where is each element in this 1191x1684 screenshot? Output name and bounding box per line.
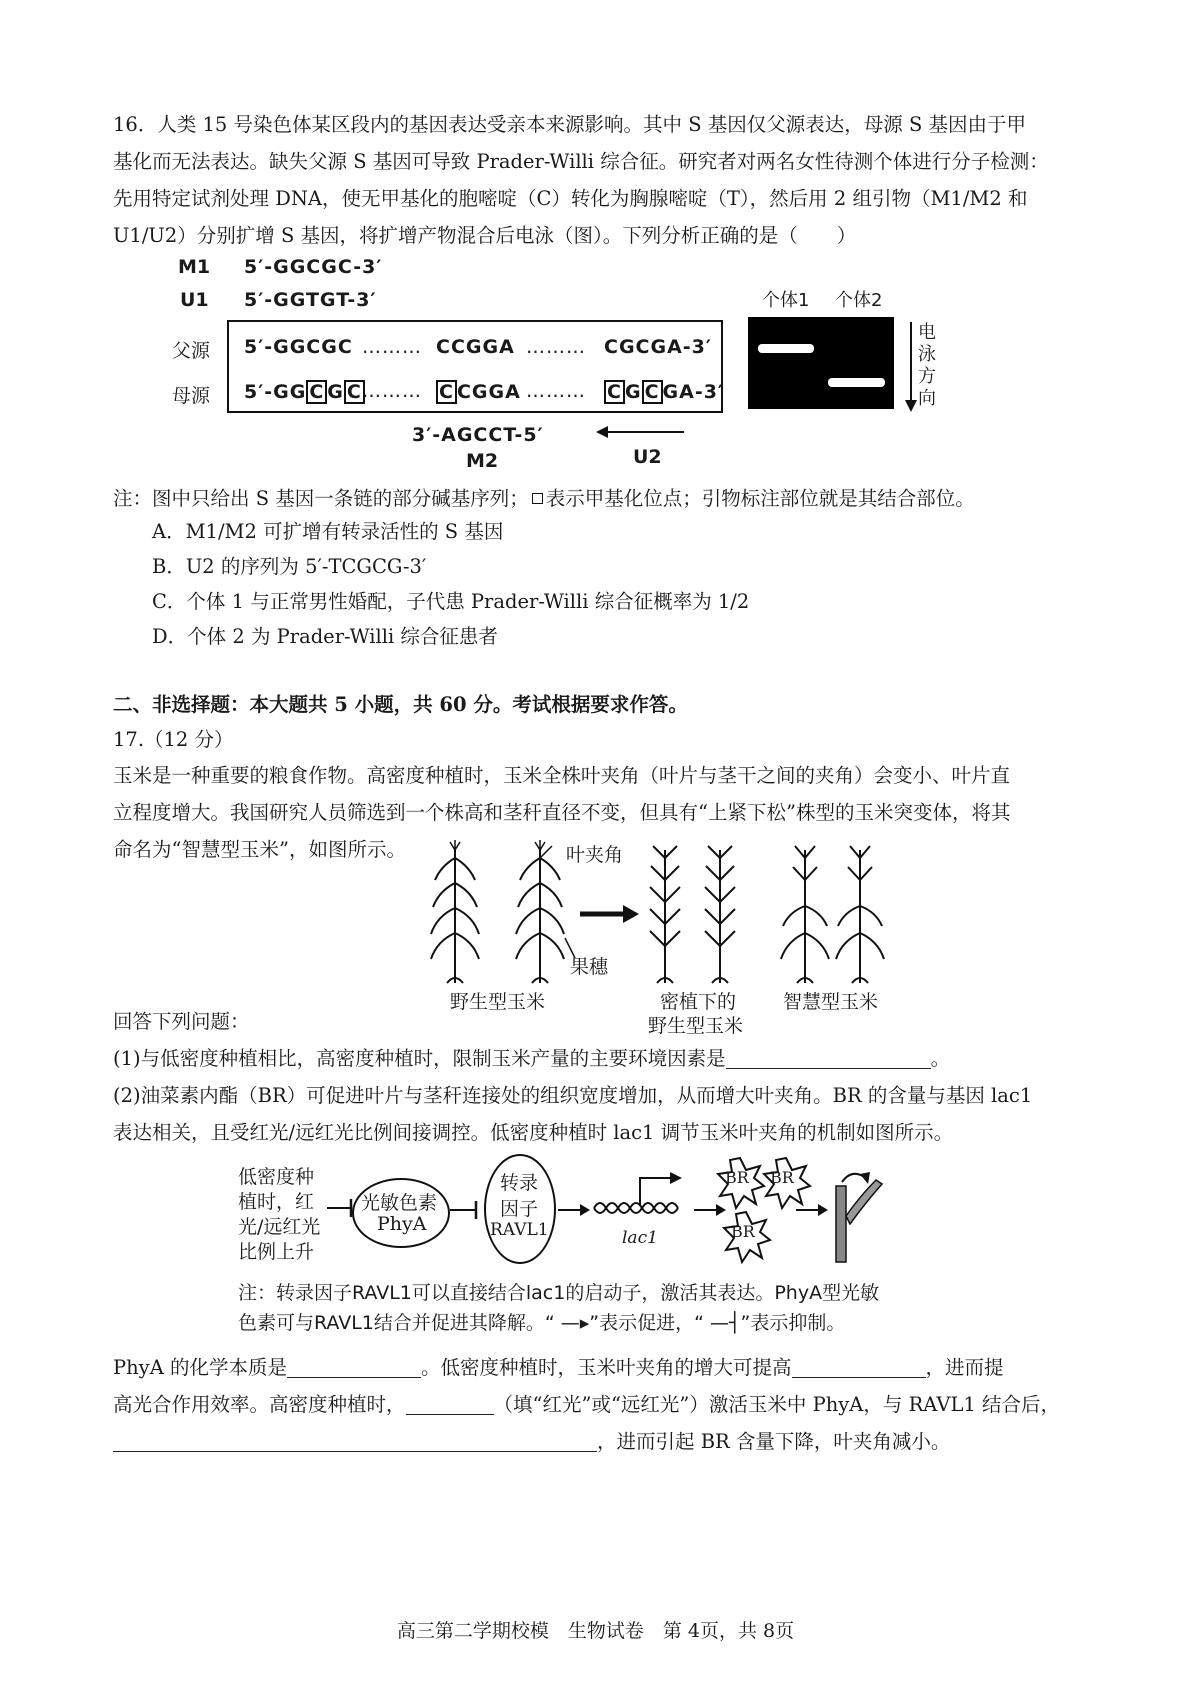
leaf-stem-angle-icon — [828, 1166, 884, 1266]
methyl-site-5: C — [642, 380, 663, 404]
lac1-gene-dna-icon — [592, 1168, 688, 1224]
q17-number: 17.（12 分） — [113, 728, 234, 751]
q17-fill-line-2 — [113, 1386, 1079, 1424]
answer-blank-5[interactable] — [113, 1429, 597, 1452]
q17-sub2-line-1: (2)油菜素内酯（BR）可促进叶片与茎秆连接处的组织宽度增加，从而增大叶夹角。BR 的含量与基因 lac1 — [113, 1084, 1033, 1107]
paternal-dots-1: ……… — [362, 336, 422, 358]
q16-note — [113, 480, 1079, 518]
paternal-segment-1: 5′-GGCGC — [244, 336, 353, 358]
methylation-box-icon — [532, 493, 543, 504]
paternal-label: 父源 — [172, 340, 211, 362]
fill-3-text: ，进而引起 BR 含量下降，叶夹角减小。 — [597, 1430, 951, 1453]
br-label-2: BR — [770, 1168, 794, 1187]
q17-intro-1: 玉米是一种重要的粮食作物。高密度种植时，玉米全株叶夹角（叶片与茎干之间的夹角）会变小、叶片直 — [113, 764, 1011, 787]
answer-blank-1[interactable] — [726, 1046, 931, 1069]
mechanism-note — [238, 1278, 879, 1338]
promote-arrow-icon — [556, 1198, 592, 1222]
q16-option-d: D．个体 2 为 Prader-Willi 综合征患者 — [152, 625, 498, 648]
paternal-segment-2: CCGGA — [436, 336, 515, 358]
q17-subquestion-1 — [113, 1040, 1079, 1078]
direction-char-4: 向 — [918, 388, 936, 409]
low-density-condition-label — [238, 1165, 320, 1265]
gel-individual-1-label: 个体1 — [762, 290, 810, 311]
methyl-site-3: C — [436, 380, 457, 404]
maternal-seg2-rest: CGGA — [456, 381, 521, 403]
q17-answer-prompt: 回答下列问题： — [113, 1010, 250, 1033]
factor-label: 因子 — [500, 1198, 539, 1220]
page-footer: 高三第二学期校模 生物试卷 第 4页，共 8页 — [396, 1620, 795, 1642]
maternal-seg3-g: G — [624, 381, 642, 403]
condition-line-4: 比例上升 — [238, 1241, 315, 1263]
br-label-3: BR — [731, 1222, 755, 1241]
transcription-label: 转录 — [500, 1172, 539, 1194]
fill-2-text-a: 高光合作用效率。高密度种植时， — [113, 1393, 406, 1416]
wild-type-maize-label: 野生型玉米 — [450, 991, 546, 1013]
q16-option-b: B．U2 的序列为 5′-TCGCG-3′ — [152, 555, 427, 578]
q17-fill-line-1 — [113, 1349, 1079, 1387]
fill-1-text-c: ，进而提 — [925, 1356, 1004, 1379]
m2-label: M2 — [466, 450, 499, 472]
q17-intro-2: 立程度增大。我国研究人员筛选到一个株高和茎秆直径不变，但具有“上紧下松”株型的玉米突变体，将其 — [113, 801, 1011, 824]
electrophoresis-direction-label — [918, 322, 938, 410]
m1-label: M1 — [178, 256, 211, 278]
ravl1-label: RAVL1 — [490, 1220, 549, 1240]
condition-line-3: 光/远红光 — [238, 1216, 321, 1238]
maternal-label: 母源 — [172, 385, 211, 407]
m2-sequence: 3′-AGCCT-5′ — [412, 424, 544, 446]
q17-fill-line-3 — [113, 1423, 1079, 1461]
maternal-dots-2: ……… — [526, 380, 586, 402]
gel-individual-2-label: 个体2 — [835, 290, 883, 311]
q17-sub1-end: 。 — [930, 1047, 951, 1070]
fill-2-text-b: （填“红光”或“远红光”）激活玉米中 PhyA，与 RAVL1 结合后， — [493, 1393, 1060, 1416]
gel-band-individual-1 — [758, 344, 814, 353]
direction-char-1: 电 — [918, 322, 936, 343]
maize-plants-illustration — [425, 838, 895, 988]
methyl-site-2: C — [344, 380, 365, 404]
fill-1-text-b: 。低密度种植时，玉米叶夹角的增大可提高 — [420, 1356, 792, 1379]
q17-sub2-line-2: 表达相关，且受红光/远红光比例间接调控。低密度种植时 lac1 调节玉米叶夹角的机制如图所示。 — [113, 1121, 954, 1144]
q16-option-c: C．个体 1 与正常男性婚配，子代患 Prader-Willi 综合征概率为 1/2 — [152, 590, 750, 613]
u2-label: U2 — [633, 446, 662, 468]
maternal-seg3-end: GA-3′ — [662, 381, 724, 403]
q16-option-a: A．M1/M2 可扩增有转录活性的 S 基因 — [152, 520, 504, 543]
direction-char-3: 方 — [918, 366, 936, 387]
methyl-site-1: C — [306, 380, 327, 404]
mechanism-note-line-2: 色素可与RAVL1结合并促进其降解。“ —▸”表示促进，“ —┤”表示抑制。 — [238, 1312, 846, 1334]
q16-line-1: 16．人类 15 号染色体某区段内的基因表达受亲本来源影响。其中 S 基因仅父源表达，母源 S 基因由于甲 — [113, 113, 1027, 136]
maternal-segment-1 — [244, 380, 365, 404]
u1-sequence: 5′-GGTGT-3′ — [244, 289, 377, 311]
dense-wild-maize-label-line-2: 野生型玉米 — [648, 1015, 744, 1037]
answer-blank-4[interactable] — [406, 1392, 494, 1415]
fill-1-text-a: PhyA 的化学本质是 — [113, 1356, 287, 1379]
u1-label: U1 — [180, 289, 209, 311]
q16-line-4: U1/U2）分别扩增 S 基因，将扩增产物混合后电泳（图）。下列分析正确的是（ ） — [113, 224, 857, 247]
ear-label: 果穗 — [570, 956, 609, 978]
maternal-seg1-prefix: 5′-GG — [244, 381, 307, 403]
q17-intro-3: 命名为“智慧型玉米”，如图所示。 — [113, 838, 406, 861]
leaf-angle-label: 叶夹角 — [566, 844, 624, 866]
u2-arrow-icon — [594, 424, 686, 440]
phytochrome-label: 光敏色素 — [361, 1192, 438, 1214]
section-2-heading: 二、非选择题：本大题共 5 小题，共 60 分。考试根据要求作答。 — [113, 693, 688, 716]
inhibit-arrow-icon — [325, 1196, 355, 1220]
dense-wild-maize-label-line-1: 密植下的 — [660, 991, 737, 1013]
condition-line-2: 植时，红 — [238, 1191, 315, 1213]
maternal-segment-3 — [604, 380, 724, 404]
condition-line-1: 低密度种 — [238, 1166, 315, 1188]
paternal-dots-2: ……… — [526, 336, 586, 358]
answer-blank-3[interactable] — [792, 1355, 926, 1378]
q16-line-3: 先用特定试剂处理 DNA，使无甲基化的胞嘧啶（C）转化为胸腺嘧啶（T），然后用 2 组引物（M1/M2 和 — [113, 187, 1028, 210]
answer-blank-2[interactable] — [287, 1355, 421, 1378]
q16-note-prefix: 注：图中只给出 S 基因一条链的部分碱基序列； — [113, 487, 529, 510]
lac1-gene-label: lac1 — [622, 1228, 658, 1248]
promote-arrow-icon — [794, 1198, 830, 1222]
electrophoresis-gel — [748, 317, 894, 409]
q16-line-2: 基化而无法表达。缺失父源 S 基因可导致 Prader-Willi 综合征。研究者对两名女性待测个体进行分子检测： — [113, 150, 1049, 173]
smart-maize-label: 智慧型玉米 — [783, 991, 879, 1013]
direction-char-2: 泳 — [918, 344, 936, 365]
gel-band-individual-2 — [828, 378, 885, 387]
maternal-dots-1: ……… — [362, 380, 422, 402]
q16-note-suffix: 表示甲基化位点；引物标注部位就是其结合部位。 — [545, 487, 975, 510]
m1-sequence: 5′-GGCGC-3′ — [244, 256, 383, 278]
br-label-1: BR — [725, 1168, 749, 1187]
maternal-seg1-g: G — [327, 381, 344, 403]
mechanism-note-line-1: 注：转录因子RAVL1可以直接结合lac1的启动子，激活其表达。PhyA型光敏 — [238, 1282, 880, 1304]
q17-sub1-text: (1)与低密度种植相比，高密度种植时，限制玉米产量的主要环境因素是 — [113, 1047, 726, 1070]
phya-label: PhyA — [377, 1213, 427, 1235]
inhibit-arrow-icon — [448, 1198, 480, 1222]
electrophoresis-direction-arrow-icon — [904, 320, 918, 414]
paternal-segment-3: CGCGA-3′ — [604, 336, 712, 358]
maternal-segment-2 — [436, 380, 521, 404]
methyl-site-4: C — [604, 380, 625, 404]
